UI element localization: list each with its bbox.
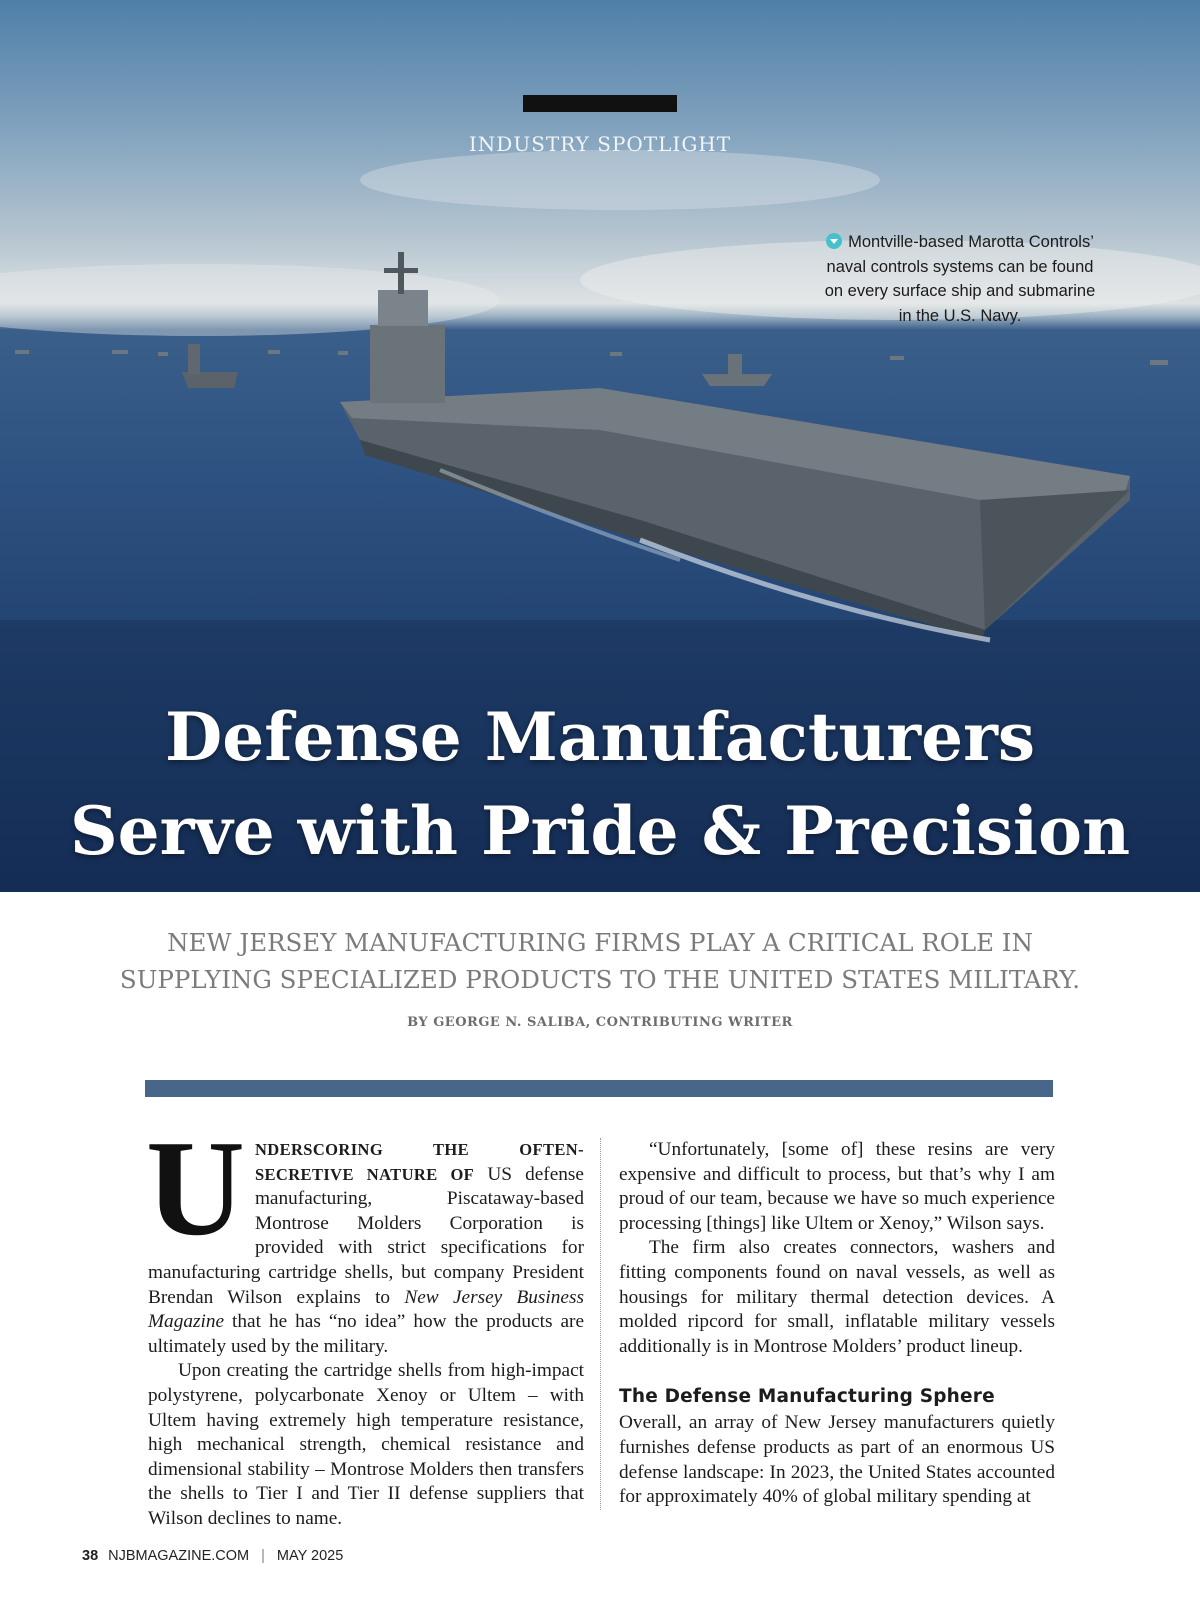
deck-line-2: SUPPLYING SPECIALIZED PRODUCTS TO THE UNITED STATES MILITARY. (119, 965, 1081, 994)
photo-caption (822, 230, 1098, 328)
byline: BY GEORGE N. SALIBA, CONTRIBUTING WRITER (407, 1015, 793, 1030)
paragraph-1-text-a: US defense manufacturing, Piscataway-based Montrose Molders Corporation is provided with strict specifications for manufacturing cartridge shells, but company President Brendan Wilson explains to (148, 1163, 584, 1308)
paragraph-2: Upon creating the cartridge shells from high-impact polystyrene, polycarbonate Xenoy or Ultem – with Ultem having extremely high temperature resistance, high mechanical strength, chemical resistance and dimensional stability – Montrose Molders then transfers the shells to Tier I and Tier II defense suppliers that Wilson declines to name. (148, 1360, 584, 1529)
page-number: 38 (82, 1548, 99, 1564)
article-deck (100, 924, 1100, 998)
deck-line-1: NEW JERSEY MANUFACTURING FIRMS PLAY A CRITICAL ROLE IN (167, 928, 1033, 957)
paragraph-4: The firm also creates connectors, washers and fitting components found on naval vessels, as well as housings for military thermal detection devices. A molded ripcord for small, inflatable military vessels additionally is in Montrose Molders’ product lineup. (619, 1237, 1055, 1357)
body-column-left (146, 1112, 584, 1532)
paragraph-5: Overall, an array of New Jersey manufacturers quietly furnishes defense products as part of an enormous US defense landscape: In 2023, the United States accounted for approximately 40% of global military spending at (619, 1412, 1055, 1508)
body-column-right (619, 1138, 1055, 1510)
footer-separator: | (261, 1548, 265, 1564)
paragraph-3: “Unfortunately, [some of] these resins are very expensive and difficult to process, but that’s why I am proud of our team, because we have so much experience processing [things] like Ultem or Xenoy,” Wilson says. (619, 1139, 1055, 1234)
drop-cap: U (146, 1112, 245, 1264)
paragraph-1 (146, 1112, 584, 1359)
publication-name: New Jersey Business Magazine (148, 1286, 584, 1333)
headline-line-1: Defense Manufacturers (164, 698, 1036, 776)
column-divider (600, 1138, 601, 1510)
footer-issue-date: MAY 2025 (276, 1548, 344, 1564)
lead-in-caps: NDERSCORING THE OFTEN-SECRETIVE NATURE OF (254, 1140, 584, 1184)
footer-site: NJBMAGAZINE.COM (108, 1548, 250, 1564)
accent-divider-bar (145, 1080, 1053, 1097)
photo-caption-text: Montville-based Marotta Controls’ naval controls systems can be found on every surface ship and submarine in the U.S. Navy. (824, 233, 1096, 325)
section-subhead: The Defense Manufacturing Sphere (619, 1386, 995, 1408)
section-label: INDUSTRY SPOTLIGHT (468, 132, 732, 156)
down-arrow-circle-icon (826, 233, 842, 249)
headline-line-2: Serve with Pride & Precision (69, 792, 1131, 870)
paragraph-1-text-b: that he has “no idea” how the products are ultimately used by the military. (148, 1311, 584, 1357)
section-marker-bar (523, 95, 677, 112)
article-headline (0, 690, 1200, 878)
page-footer (82, 1548, 343, 1564)
